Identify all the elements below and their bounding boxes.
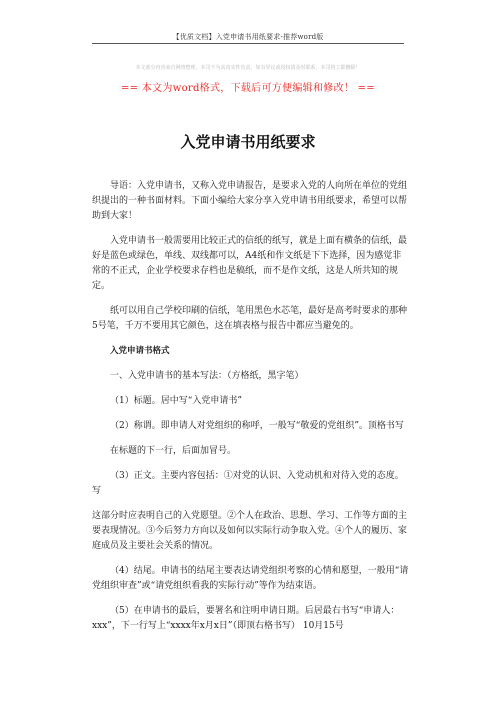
body-paragraph: 入党申请书一般需要用比较正式的信纸的纸写，就是上面有横条的信纸，最好是蓝色或绿色，单线、双线都可以，A4纸和作文纸是下下选择，因为感觉非常的不正式，企业学校要求存档也是稿纸，而不是作文纸，这是人所共知的规定。 (92, 236, 408, 291)
section-heading: 入党申请书格式 (110, 346, 170, 356)
body-paragraph: 这部分时应表明自己的入党愿望。②个人在政治、思想、学习、工作等方面的主要表现情况。③今后努力方向以及如何以实际行动争取入党。④个人的履历、家庭成员及主要社会关系的情况。 (92, 511, 408, 551)
document-body (92, 179, 410, 644)
intro-paragraph: 导语：入党申请书，又称入党申请报告，是要求入党的人向所在单位的党组织提出的一种书面材料。下面小编给大家分享入党申请书用纸要求，希望可以帮助到大家！ (92, 181, 408, 221)
body-paragraph: 纸可以用自己学校印刷的信纸，笔用黑色水芯笔，最好是高考时要求的那种5号笔，千万不要用其它颜色，这在填表格与报告中都应当避免的。 (92, 306, 408, 331)
body-paragraph: （1）标题。居中写“入党申请书” (110, 396, 242, 406)
body-paragraph: （2）称谓。即申请人对党组织的称呼，一般写“敬爱的党组织”。顶格书写 (110, 421, 404, 431)
page-header: 【优质文档】入党申请书用纸要求-推荐word版 (172, 33, 324, 41)
body-paragraph: （5）在申请书的最后，要署名和注明申请日期。后居最右书写“申请人：xxx”，下一行写上“xxxx年x月x日”（即顶右格书写） 10月15号 (92, 606, 400, 631)
header-divider (92, 43, 404, 44)
disclaimer-note: 本文部分内容来自网络整理，本司不为其真实性负责，如有异议或侵权请及时联系，本司将立即删除！ (135, 65, 361, 71)
document-title: 入党申请书用纸要求 (180, 133, 316, 151)
format-banner: == 本文为word格式，下载后可方便编辑和修改！ == (120, 83, 376, 94)
body-paragraph: （3）正文。主要内容包括：①对党的认识、入党动机和对待入党的态度。写 (92, 471, 404, 496)
body-paragraph: （4）结尾。申请书的结尾主要表达请党组织考察的心情和愿望，一般用“请党组织审查”或“请党组织看我的实际行动”等作为结束语。 (92, 566, 409, 591)
body-paragraph: 一、入党申请书的基本写法：（方格纸，黑字笔） (110, 371, 304, 381)
body-paragraph: 在标题的下一行，后面加冒号。 (110, 446, 237, 456)
